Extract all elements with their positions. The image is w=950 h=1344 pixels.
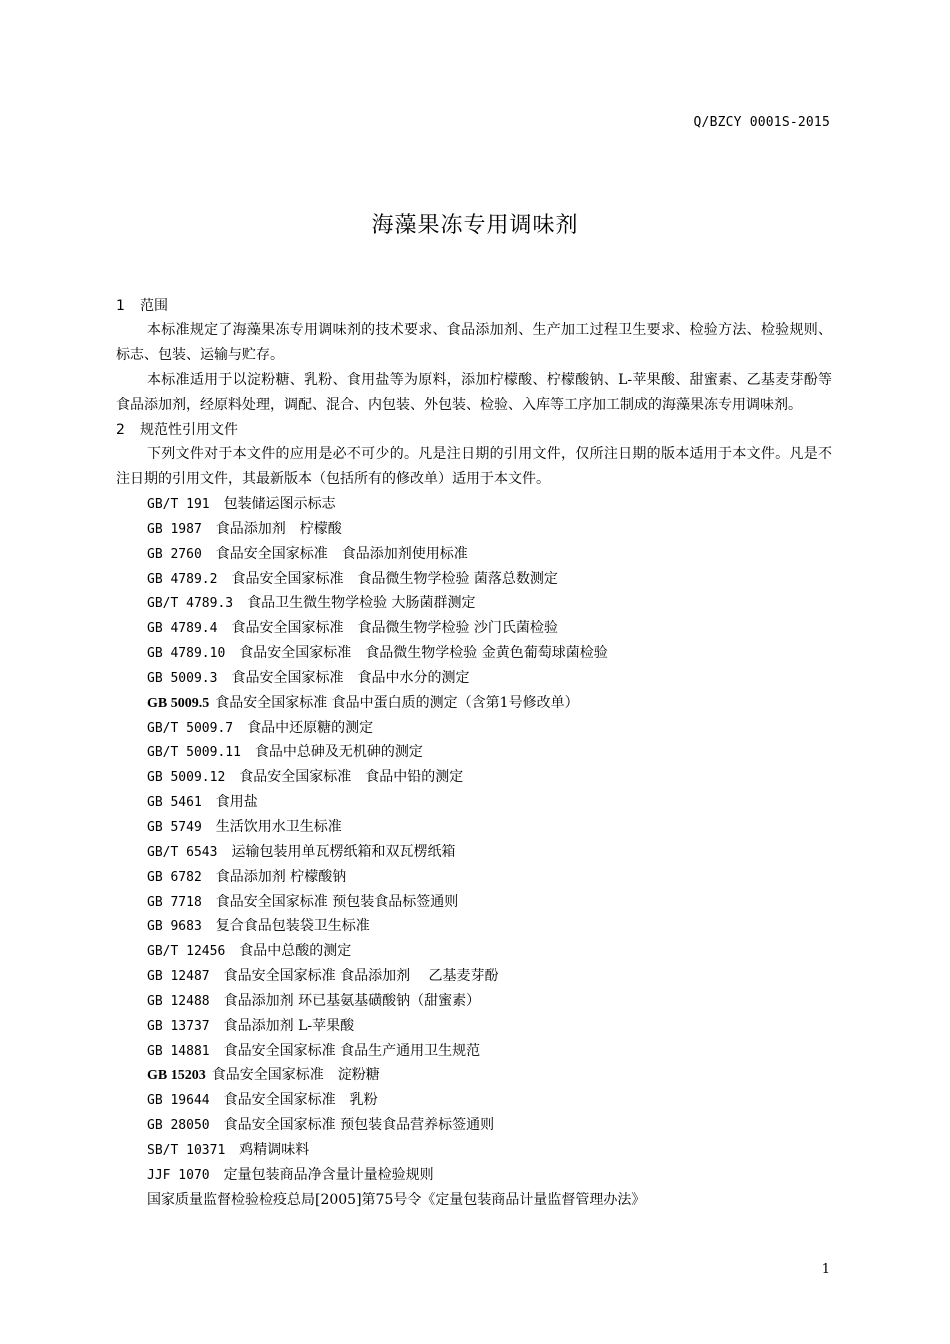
reference-title: 食品安全国家标准 乳粉 (223, 1092, 378, 1109)
document-code: Q/BZCY 0001S-2015 (693, 115, 830, 130)
scope-paragraph: 本标准规定了海藻果冻专用调味剂的技术要求、食品添加剂、生产加工过程卫生要求、检验方法、检验规则、标志、包装、运输与贮存。 (116, 322, 832, 363)
reference-title: 食品安全国家标准 食品微生物学检验 金黄色葡萄球菌检验 (239, 645, 608, 662)
reference-item (116, 840, 832, 865)
reference-title: 国家质量监督检验检疫总局[2005]第75号令《定量包装商品计量监督管理办法》 (147, 1191, 646, 1208)
reference-item (116, 815, 832, 840)
reference-code: GB 6782 (147, 869, 202, 885)
reference-item (116, 1039, 832, 1064)
reference-item (116, 1188, 832, 1213)
reference-code: SB/T 10371 (147, 1142, 226, 1158)
section-title: 范围 (140, 298, 168, 314)
reference-list (116, 492, 832, 1212)
reference-item (116, 740, 832, 765)
document-body (116, 294, 832, 1212)
reference-code: GB 9683 (147, 919, 202, 935)
reference-code: GB/T 5009.11 (147, 745, 241, 761)
reference-item (116, 567, 832, 592)
reference-code: GB 5749 (147, 819, 202, 835)
section-heading-scope (116, 294, 832, 318)
reference-code: GB/T 191 (147, 497, 210, 512)
reference-title: 食品中总酸的测定 (239, 943, 352, 960)
reference-title: 食品安全国家标准 食品添加剂 乙基麦芽酚 (223, 968, 499, 985)
reference-item (116, 666, 832, 691)
reference-item (116, 641, 832, 666)
reference-title: 食品安全国家标准 食品微生物学检验 菌落总数测定 (231, 570, 558, 587)
section-number: 2 (116, 422, 125, 438)
reference-code: GB 4789.10 (147, 646, 226, 662)
reference-item (116, 691, 832, 716)
reference-code: GB/T 6543 (147, 844, 218, 860)
reference-title: 生活饮用水卫生标准 (215, 818, 342, 835)
reference-title: 食品安全国家标准 食品添加剂使用标准 (215, 545, 468, 562)
reference-title: 食品安全国家标准 食品中水分的测定 (231, 669, 470, 686)
scope-paragraph: 本标准适用于以淀粉糖、乳粉、食用盐等为原料，添加柠檬酸、柠檬酸钠、L-苹果酸、甜蜜素、乙基麦芽酚等食品添加剂，经原料处理，调配、混合、内包装、外包装、检验、入库等工序加工制成的海藻果冻专用调味剂。 (116, 372, 832, 413)
reference-code: GB/T 4789.3 (147, 596, 234, 612)
reference-item (116, 716, 832, 741)
reference-title: 食用盐 (215, 794, 258, 811)
reference-code: GB 15203 (147, 1068, 206, 1084)
reference-title: 运输包装用单瓦楞纸箱和双瓦楞纸箱 (231, 843, 456, 860)
reference-title: 包装储运图示标志 (223, 496, 336, 512)
section-title: 规范性引用文件 (140, 422, 238, 438)
reference-item (116, 591, 832, 616)
reference-item (116, 1113, 832, 1138)
reference-code: GB 28050 (147, 1118, 210, 1134)
reference-code: GB 14881 (147, 1043, 210, 1059)
reference-title: 食品添加剂 环已基氨基磺酸钠（甜蜜素） (223, 992, 481, 1009)
section-number: 1 (116, 298, 125, 314)
reference-code: GB 4789.4 (147, 621, 218, 637)
reference-title: 食品安全国家标准 食品微生物学检验 沙门氏菌检验 (231, 620, 558, 637)
reference-title: 复合食品包装袋卫生标准 (215, 918, 370, 935)
reference-item (116, 616, 832, 641)
reference-code: GB 5009.3 (147, 670, 218, 686)
reference-title: 食品安全国家标准 预包装食品标签通则 (215, 893, 459, 910)
reference-item (116, 890, 832, 915)
reference-item (116, 1063, 832, 1088)
reference-item (116, 1163, 832, 1188)
reference-item (116, 1138, 832, 1163)
reference-title: 食品添加剂 L-苹果酸 (223, 1017, 355, 1034)
reference-item (116, 790, 832, 815)
reference-item (116, 964, 832, 989)
reference-title: 食品中还原糖的测定 (247, 719, 374, 736)
reference-code: GB 4789.2 (147, 571, 218, 587)
reference-item (116, 765, 832, 790)
reference-code: GB 12487 (147, 969, 210, 985)
reference-title: 食品安全国家标准 淀粉糖 (211, 1067, 380, 1084)
reference-title: 食品安全国家标准 食品中蛋白质的测定（含第1号修改单） (215, 694, 579, 711)
reference-title: 食品中总砷及无机砷的测定 (254, 744, 423, 761)
reference-code: GB 7718 (147, 894, 202, 910)
reference-code: JJF 1070 (147, 1167, 210, 1183)
reference-code: GB 13737 (147, 1018, 210, 1034)
reference-title: 食品卫生微生物学检验 大肠菌群测定 (247, 595, 476, 612)
reference-title: 食品添加剂 柠檬酸 (215, 520, 342, 537)
reference-item (116, 542, 832, 567)
reference-item (116, 517, 832, 542)
reference-item (116, 492, 832, 517)
document-title: 海藻果冻专用调味剂 (371, 213, 579, 238)
reference-code: GB/T 5009.7 (147, 720, 234, 736)
references-intro: 下列文件对于本文件的应用是必不可少的。凡是注日期的引用文件，仅所注日期的版本适用于本文件。凡是不注日期的引用文件，其最新版本（包括所有的修改单）适用于本文件。 (116, 446, 832, 487)
reference-code: GB 5461 (147, 795, 202, 811)
reference-code: GB 5009.5 (147, 695, 210, 711)
reference-item (116, 865, 832, 890)
reference-code: GB 2760 (147, 546, 202, 562)
reference-code: GB 12488 (147, 993, 210, 1009)
reference-title: 食品安全国家标准 食品中铅的测定 (239, 769, 464, 786)
reference-title: 食品安全国家标准 预包装食品营养标签通则 (223, 1117, 495, 1134)
reference-code: GB 5009.12 (147, 770, 226, 786)
reference-item (116, 1014, 832, 1039)
page-number: 1 (821, 1262, 830, 1277)
reference-title: 鸡精调味料 (239, 1141, 310, 1158)
reference-item (116, 989, 832, 1014)
reference-title: 食品添加剂 柠檬酸钠 (215, 868, 347, 885)
reference-item (116, 914, 832, 939)
reference-code: GB/T 12456 (147, 944, 226, 960)
reference-title: 定量包装商品净含量计量检验规则 (223, 1166, 434, 1183)
reference-code: GB 19644 (147, 1093, 210, 1109)
section-heading-references (116, 418, 832, 442)
reference-code: GB 1987 (147, 521, 202, 537)
reference-item (116, 1088, 832, 1113)
reference-item (116, 939, 832, 964)
reference-title: 食品安全国家标准 食品生产通用卫生规范 (223, 1042, 481, 1059)
